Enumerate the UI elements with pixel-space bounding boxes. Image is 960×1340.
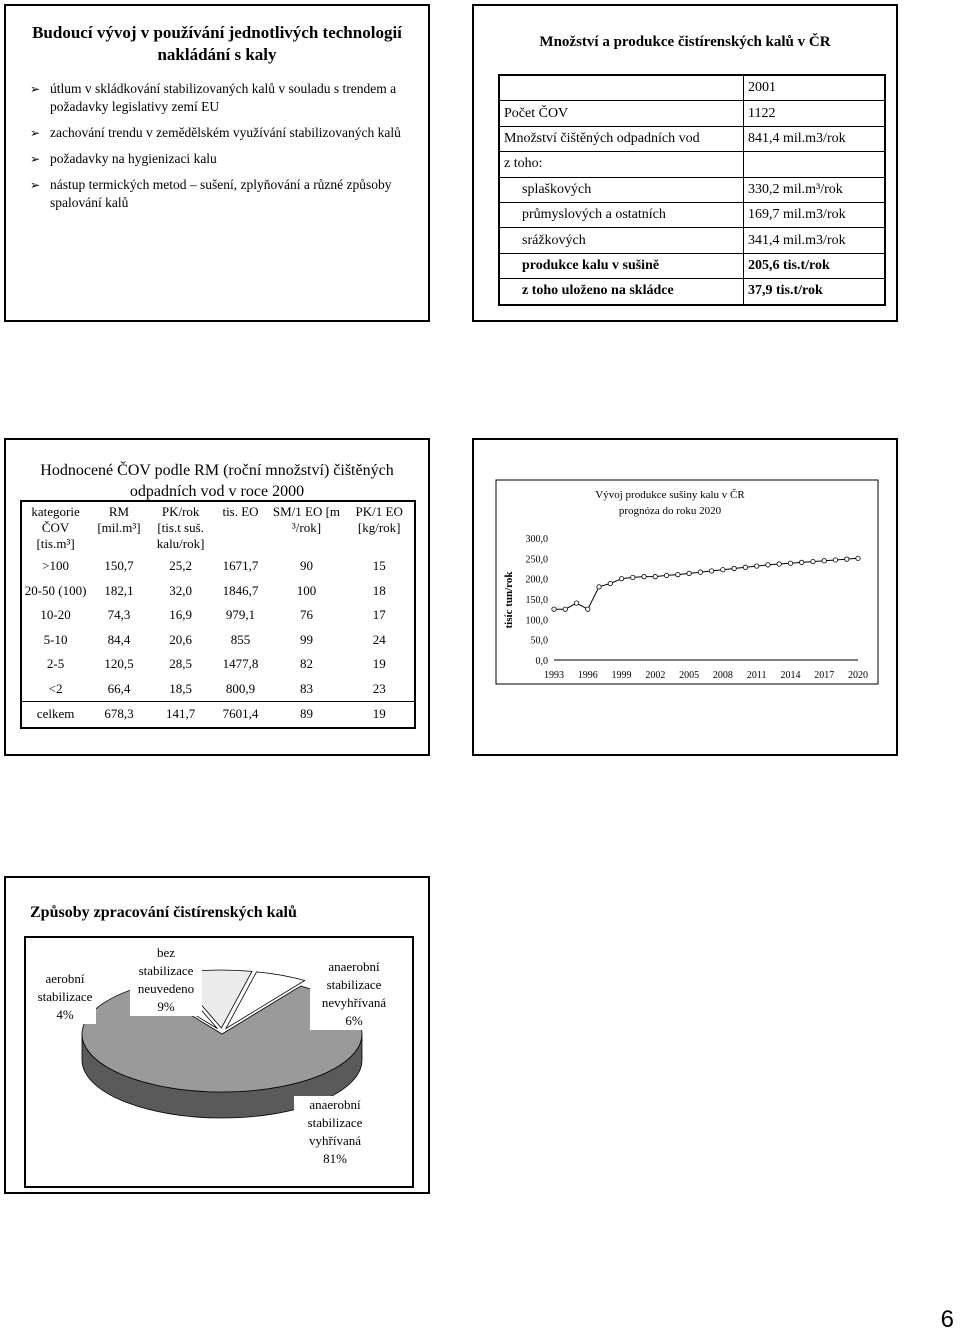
x-tick-label: 2005 xyxy=(679,670,700,681)
table-cell: 678,3 xyxy=(89,702,149,728)
data-point xyxy=(698,570,702,574)
table-cell: 141,7 xyxy=(149,702,213,728)
x-tick-label: 1996 xyxy=(577,670,598,681)
pie-label-aerobic: aerobní stabilizace 4% xyxy=(34,970,96,1024)
data-point xyxy=(754,564,758,568)
arrow-bullet-icon: ➢ xyxy=(30,82,41,96)
table-cell: 74,3 xyxy=(107,607,131,623)
pie-chart-frame xyxy=(24,936,414,1188)
table-cell: 83 xyxy=(299,680,313,696)
table-cell: 25,2 xyxy=(169,558,192,574)
table-cell: 18 xyxy=(372,582,386,598)
bullet-item: ➢ požadavky na hygienizaci kalu xyxy=(30,151,217,166)
slide-treatment-methods xyxy=(4,876,430,1194)
table-cell: 2-5 xyxy=(46,656,65,672)
table-cell: 182,1 xyxy=(104,582,134,598)
data-point xyxy=(619,576,623,580)
y-tick-label: 50,0 xyxy=(530,635,548,647)
pie-label-anaerobic-unheated: anaerobní stabilizace nevyhřívaná 6% xyxy=(310,958,398,1030)
category-table xyxy=(20,500,416,729)
table-cell: 82 xyxy=(299,656,313,672)
table-cell: 24 xyxy=(372,631,386,647)
table-cell: 28,5 xyxy=(169,656,192,672)
table-cell: 89 xyxy=(269,702,345,728)
table-cell: 32,0 xyxy=(169,582,192,598)
x-tick-label: 2014 xyxy=(780,670,801,681)
column-header: PK/1 EO [kg/rok] xyxy=(355,504,403,535)
table-row: 2001 xyxy=(499,75,885,101)
table-cell: 100 xyxy=(296,582,317,598)
x-tick-label: 1993 xyxy=(544,670,564,681)
table-cell: celkem xyxy=(21,702,89,728)
table-cell: 5-10 xyxy=(43,631,68,647)
table-row: splaškových 330,2 mil.m³/rok xyxy=(499,177,885,202)
table-cell: <2 xyxy=(48,680,63,696)
bullet-item: ➢ útlum v skládkování stabilizovaných kalů v souladu s trendem a požadavky legislativy zemí EU xyxy=(30,81,397,114)
table-cell: >100 xyxy=(42,558,69,574)
table-row: z toho: xyxy=(499,152,885,177)
table-cell: 99 xyxy=(299,631,313,647)
data-point xyxy=(664,573,668,577)
table-cell: 76 xyxy=(299,607,313,623)
data-point xyxy=(743,565,747,569)
table-row xyxy=(21,554,415,579)
slide-dry-sludge-chart xyxy=(472,438,898,756)
slide-title: Způsoby zpracování čistírenských kalů xyxy=(30,904,297,921)
data-point xyxy=(631,575,635,579)
table-cell: 19 xyxy=(372,656,386,672)
data-point xyxy=(777,562,781,566)
table-cell: 10-20 xyxy=(40,607,71,623)
x-tick-label: 1999 xyxy=(611,670,632,681)
arrow-bullet-icon: ➢ xyxy=(30,152,41,166)
slide-title: Množství a produkce čistírenských kalů v ČR xyxy=(539,34,831,50)
data-point xyxy=(574,601,578,605)
table-cell: 66,4 xyxy=(107,680,131,696)
x-tick-label: 2020 xyxy=(848,670,868,681)
pie-label-anaerobic-heated: anaerobní stabilizace vyhřívaná 81% xyxy=(294,1096,376,1168)
table-cell: 7601,4 xyxy=(212,702,268,728)
table-cell: 84,4 xyxy=(107,631,131,647)
x-tick-label: 2008 xyxy=(712,670,733,681)
y-tick-label: 150,0 xyxy=(525,595,548,606)
table-row xyxy=(21,677,415,702)
data-point xyxy=(642,574,646,578)
data-point xyxy=(552,607,556,611)
column-header: SM/1 EO [m ³/rok] xyxy=(272,504,341,535)
column-header: kategorie ČOV [tis.m³] xyxy=(31,504,80,551)
table-cell: 15 xyxy=(372,558,386,574)
y-axis-label: tisíc tun/rok xyxy=(503,571,515,629)
table-cell: 17 xyxy=(372,607,386,623)
slide-sludge-production xyxy=(472,4,898,322)
table-row: průmyslových a ostatních 169,7 mil.m3/rok xyxy=(499,202,885,227)
slide-title: Hodnocené ČOV podle RM (roční množství) čištěných odpadních vod v roce 2000 xyxy=(40,462,394,500)
data-point xyxy=(800,560,804,564)
y-tick-label: 200,0 xyxy=(525,574,548,586)
y-tick-label: 300,0 xyxy=(525,534,548,545)
data-point xyxy=(721,568,725,572)
table-row: Množství čištěných odpadních vod 841,4 mil.m3/rok xyxy=(499,126,885,151)
slide-wwtp-categories xyxy=(4,438,430,756)
sludge-table xyxy=(498,74,886,306)
data-point xyxy=(687,571,691,575)
table-cell: 18,5 xyxy=(169,680,192,696)
table-cell: 90 xyxy=(299,558,313,574)
table-row: produkce kalu v sušině 205,6 tis.t/rok xyxy=(499,253,885,278)
data-point xyxy=(653,574,657,578)
bullet-list xyxy=(30,80,402,220)
table-header-row xyxy=(21,501,415,554)
table-cell: 979,1 xyxy=(225,607,256,623)
table-cell: 16,9 xyxy=(169,607,192,623)
table-cell: 120,5 xyxy=(104,656,134,672)
data-point xyxy=(833,558,837,562)
series-line xyxy=(554,558,858,609)
column-header: PK/rok [tis.t suš. kalu/rok] xyxy=(156,504,205,551)
data-point xyxy=(732,566,736,570)
bullet-item: ➢ nástup termických metod – sušení, zplyňování a různé způsoby spalování kalů xyxy=(30,177,392,210)
table-row: srážkových 341,4 mil.m3/rok xyxy=(499,228,885,253)
data-point xyxy=(811,559,815,563)
data-point xyxy=(856,556,860,560)
x-tick-label: 2011 xyxy=(746,670,767,681)
table-row xyxy=(21,628,415,653)
table-cell: 19 xyxy=(344,702,415,728)
data-point xyxy=(676,572,680,576)
data-point xyxy=(586,607,590,611)
y-tick-label: 100,0 xyxy=(525,615,548,627)
column-header: RM [mil.m³] xyxy=(97,504,141,535)
table-cell: 1477,8 xyxy=(222,656,259,672)
y-tick-label: 250,0 xyxy=(525,554,548,566)
data-point xyxy=(709,569,713,573)
table-row: z toho uloženo na skládce 37,9 tis.t/rok xyxy=(499,279,885,305)
x-tick-label: 2017 xyxy=(814,670,835,681)
table-cell: 150,7 xyxy=(104,558,134,574)
chart-title: Vývoj produkce sušiny kalu v ČR xyxy=(595,489,745,501)
table-cell: 1671,7 xyxy=(222,558,259,574)
arrow-bullet-icon: ➢ xyxy=(30,178,41,192)
data-point xyxy=(608,581,612,585)
data-point xyxy=(788,561,792,565)
data-point xyxy=(845,557,849,561)
page-number: 6 xyxy=(940,1306,954,1333)
table-row xyxy=(21,579,415,604)
table-cell: 20-50 (100) xyxy=(24,582,87,598)
table-row xyxy=(21,652,415,677)
column-header: tis. EO xyxy=(222,504,259,519)
pie-label-no-stabilization: bez stabilizace neuvedeno 9% xyxy=(130,944,202,1016)
bullet-item: ➢ zachování trendu v zemědělském využívání stabilizovaných kalů xyxy=(30,125,401,140)
table-cell: 23 xyxy=(372,680,386,696)
slide-title: Budoucí vývoj v používání jednotlivých technologií nakládání s kaly xyxy=(32,23,402,64)
chart-subtitle: prognóza do roku 2020 xyxy=(618,505,722,517)
table-cell: 20,6 xyxy=(169,631,192,647)
arrow-bullet-icon: ➢ xyxy=(30,126,41,140)
x-tick-label: 2002 xyxy=(645,670,666,681)
table-row xyxy=(21,603,415,628)
data-point xyxy=(563,607,567,611)
table-cell: 855 xyxy=(230,631,251,647)
data-point xyxy=(597,585,601,589)
table-cell: 800,9 xyxy=(225,680,256,696)
slide-future-trends xyxy=(4,4,430,322)
line-chart xyxy=(474,440,896,754)
y-tick-label: 0,0 xyxy=(535,656,548,667)
data-point xyxy=(822,559,826,563)
data-point xyxy=(766,563,770,567)
table-row: Počet ČOV 1122 xyxy=(499,101,885,126)
table-row xyxy=(21,702,415,728)
table-cell: 1846,7 xyxy=(222,582,259,598)
